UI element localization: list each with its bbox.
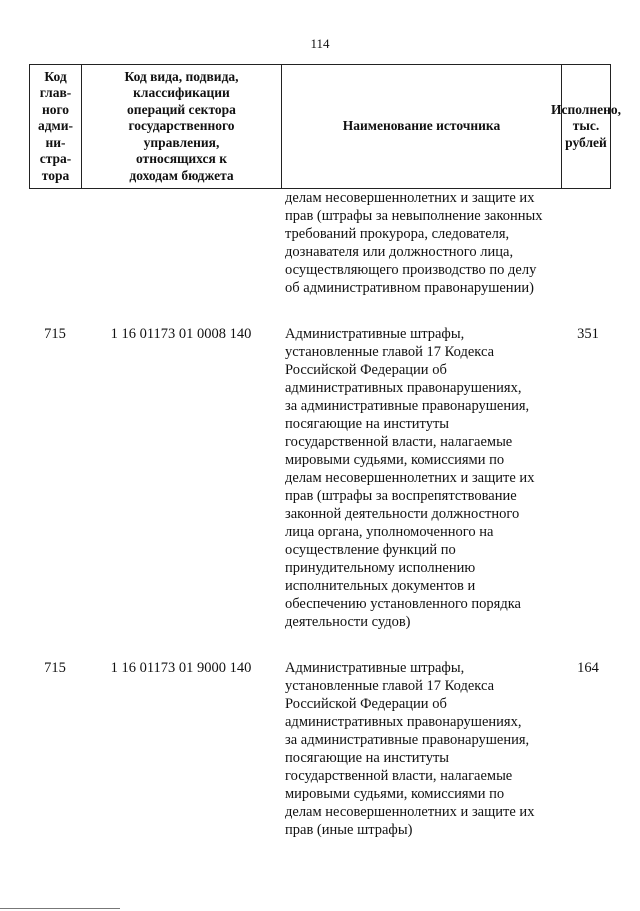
cell-admin-code: 715 — [44, 326, 66, 342]
cell-classification-code: 1 16 01173 01 0008 140 — [110, 326, 252, 342]
header-source-name: Наименование источника — [282, 65, 562, 188]
header-executed-amount: Исполнено, тыс. рублей — [550, 101, 622, 150]
cell-source-name: делам несовершеннолетних и защите их прав (штрафы за невыполнение законных требований прокурора, следователя, дознавателя или должностного лица, осуществляющего производство по делу об административном правонарушении) — [285, 190, 543, 296]
cell-admin-code: 715 — [44, 660, 66, 676]
table-row — [29, 189, 611, 297]
cell-amount — [561, 189, 611, 297]
table-body — [29, 189, 611, 839]
cell-classification-code — [81, 189, 281, 297]
cell-amount: 164 — [577, 660, 599, 676]
page-number: 114 — [310, 36, 330, 51]
table-row — [29, 659, 611, 839]
scan-edge-line — [0, 908, 120, 909]
header-classification-code: Код вида, подвида, классификации операций сектора государственного управления, относящихся к доходам бюджета — [82, 65, 282, 188]
table-header — [29, 64, 622, 189]
cell-source-name: Административные штрафы, установленные главой 17 Кодекса Российской Федерации об административных правонарушениях, за административные правонарушения, посягающие на институты государственной власти, налагаемые мировыми судьями, комиссиями по делам несовершеннолетних и защите их прав (иные штрафы) — [285, 660, 535, 838]
cell-amount: 351 — [577, 326, 599, 342]
table-row — [29, 325, 611, 631]
cell-admin-code — [29, 189, 81, 297]
cell-source-name: Административные штрафы, установленные главой 17 Кодекса Российской Федерации об административных правонарушениях, за административные правонарушения, посягающие на институты государственной власти, налагаемые мировыми судьями, комиссиями по делам несовершеннолетних и защите их прав (штрафы за воспрепятствование законной деятельности должностного лица органа, уполномоченного на осуществление функций по принудительному исполнению исполнительных документов и обеспечению установленного порядка деятельности судов) — [285, 326, 535, 630]
cell-classification-code: 1 16 01173 01 9000 140 — [110, 660, 252, 676]
header-admin-code: Код глав- ного адми- ни- стра- тора — [30, 65, 82, 188]
